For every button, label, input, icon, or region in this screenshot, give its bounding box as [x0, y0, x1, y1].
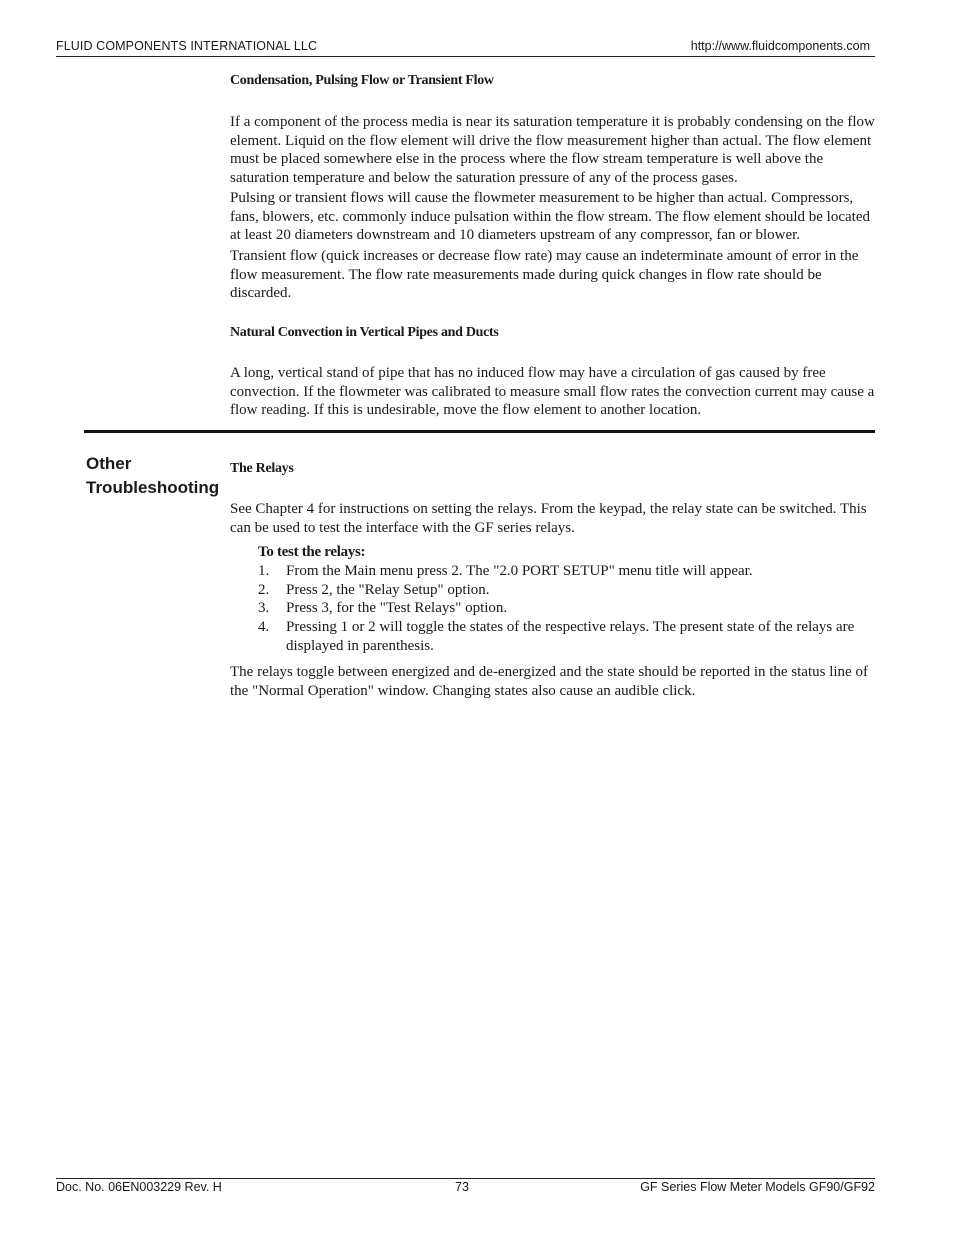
relays-closing: The relays toggle between energized and de-energized and the state should be reported in the status line of the "Normal Operation" window. Changing states also cause an audible click. — [230, 664, 868, 699]
footer-divider — [56, 1178, 875, 1179]
step-text: Press 3, for the "Test Relays" option. — [286, 600, 508, 617]
step-text: From the Main menu press 2. The "2.0 PORT SETUP" menu title will appear. — [286, 563, 753, 579]
relays-heading: The Relays — [230, 461, 294, 476]
step-number: 4. — [258, 619, 270, 636]
side-heading — [86, 452, 219, 500]
condensation-paragraph-1: If a component of the process media is near its saturation temperature it is probably condensing on the flow element. Liquid on the flow element will drive the flow measurement higher than actual. The flow element must be placed somewhere else in the process where the flow stream temperature is well above the saturation temperature and below the saturation pressure of any of the process gases. — [230, 114, 875, 187]
condensation-heading: Condensation, Pulsing Flow or Transient Flow — [230, 73, 494, 88]
section-divider — [84, 430, 875, 433]
header-divider — [56, 56, 875, 57]
condensation-paragraph-3: Transient flow (quick increases or decrease flow rate) may cause an indeterminate amount of error in the flow measurement. The flow rate measurements made during quick changes in flow rate should be discarded. — [230, 248, 859, 302]
header-url: http://www.fluidcomponents.com — [690, 39, 870, 53]
list-item — [258, 618, 858, 655]
convection-heading: Natural Convection in Vertical Pipes and Ducts — [230, 325, 499, 340]
step-number: 3. — [258, 600, 270, 617]
relays-intro: See Chapter 4 for instructions on setting the relays. From the keypad, the relay state can be switched. This can be used to test the interface with the GF series relays. — [230, 501, 867, 536]
footer-page-number: 73 — [455, 1180, 469, 1194]
step-number: 1. — [258, 563, 270, 579]
steps-title: To test the relays: — [258, 544, 366, 560]
list-item — [258, 562, 858, 581]
list-item — [258, 599, 858, 618]
side-heading-line-1: Other — [86, 454, 132, 473]
step-text: Press 2, the "Relay Setup" option. — [286, 581, 490, 598]
header-company: FLUID COMPONENTS INTERNATIONAL LLC — [56, 39, 318, 53]
step-number: 2. — [258, 581, 270, 598]
step-text: Pressing 1 or 2 will toggle the states of the respective relays. The present state of the relays are displayed in parenthesis. — [286, 619, 855, 654]
convection-paragraph: A long, vertical stand of pipe that has no induced flow may have a circulation of gas caused by free convection. If the flowmeter was calibrated to measure small flow rates the convection current may cause a flow reading. If this is undesirable, move the flow element to another location. — [230, 365, 875, 419]
footer-product: GF Series Flow Meter Models GF90/GF92 — [640, 1180, 875, 1194]
steps-list — [258, 562, 858, 656]
list-item — [258, 581, 858, 600]
condensation-paragraph-2: Pulsing or transient flows will cause the flowmeter measurement to be higher than actual. Compressors, fans, blowers, etc. commonly induce pulsation within the flow stream. The flow element should be located at least 20 diameters downstream and 10 diameters upstream of any compressor, fan or blower. — [230, 190, 870, 244]
footer-doc-number: Doc. No. 06EN003229 Rev. H — [56, 1180, 222, 1194]
side-heading-line-2: Troubleshooting — [86, 478, 220, 497]
